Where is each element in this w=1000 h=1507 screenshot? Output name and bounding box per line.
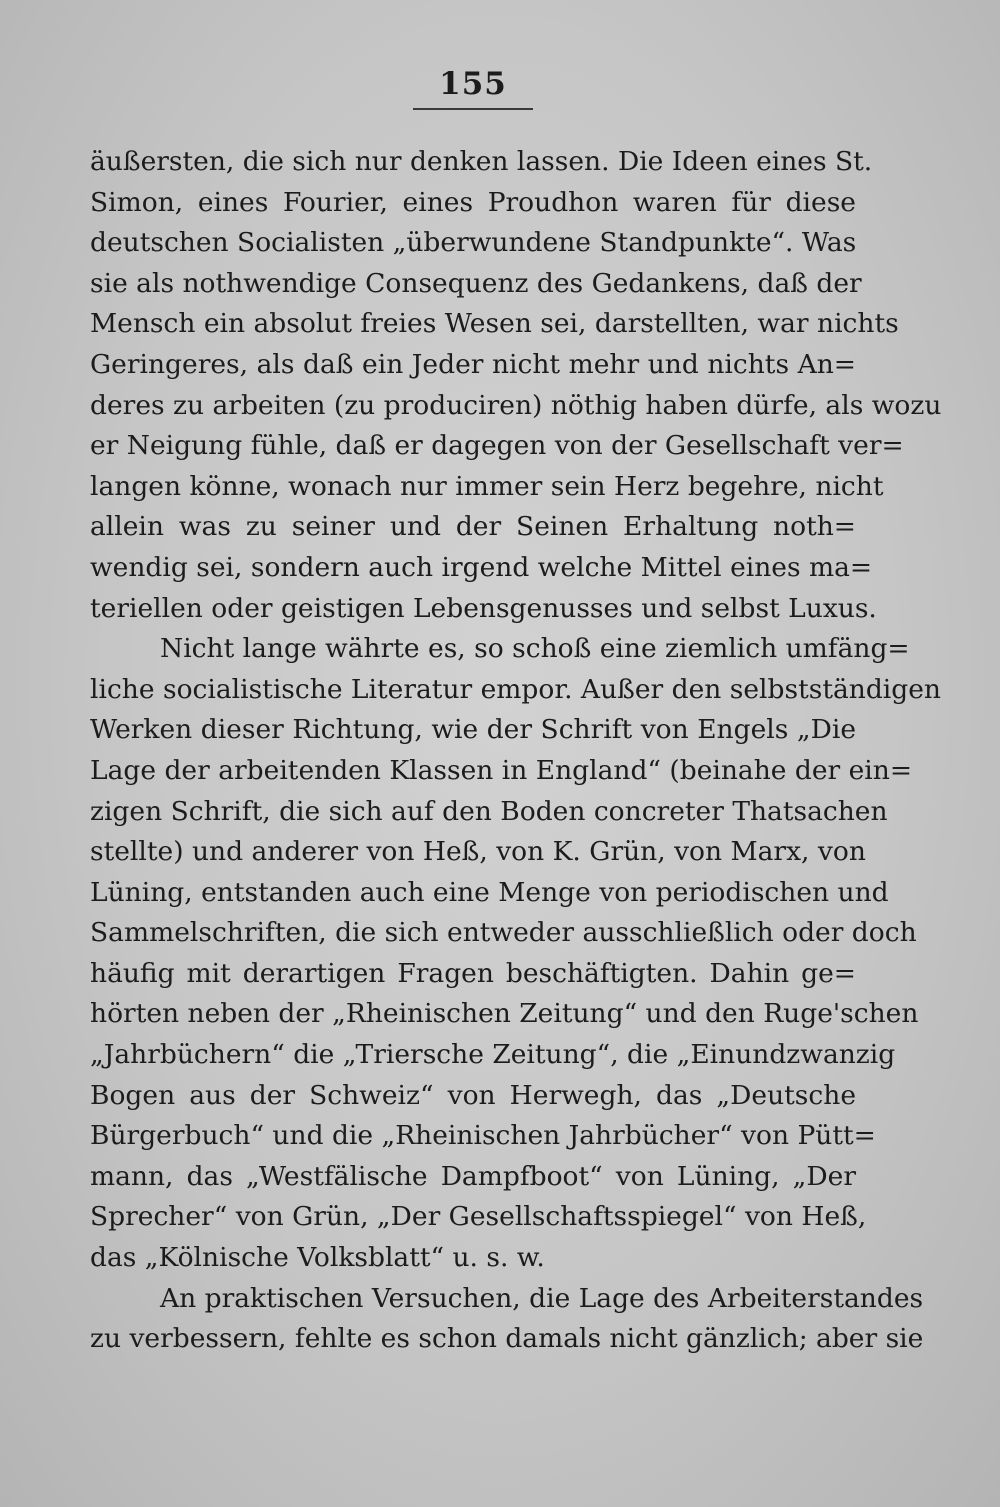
header-rule bbox=[413, 108, 533, 110]
text-line: häufig mit derartigen Fragen beschäftigten. Dahin ge= bbox=[90, 957, 856, 989]
text-line: Bürgerbuch“ und die „Rheinischen Jahrbücher“ von Pütt= bbox=[90, 1120, 876, 1152]
text-line: deutschen Socialisten „überwundene Standpunkte“. Was bbox=[90, 227, 857, 259]
text-line: äußersten, die sich nur denken lassen. Die Ideen eines St. bbox=[90, 146, 873, 177]
text-line: zu verbessern, fehlte es schon damals nicht gänzlich; aber sie bbox=[90, 1323, 924, 1355]
text-line: An praktischen Versuchen, die Lage des Arbeiterstandes bbox=[160, 1282, 924, 1314]
text-line: langen könne, wonach nur immer sein Herz begehre, nicht bbox=[90, 470, 884, 502]
text-line: allein was zu seiner und der Seinen Erhaltung noth= bbox=[90, 511, 856, 543]
text-line: liche socialistische Literatur empor. Außer den selbstständigen bbox=[90, 673, 941, 705]
text-line: Sprecher“ von Grün, „Der Gesellschaftsspiegel“ von Heß, bbox=[90, 1201, 867, 1233]
text-line: Werken dieser Richtung, wie der Schrift von Engels „Die bbox=[90, 714, 856, 746]
paragraph bbox=[90, 142, 942, 629]
text-line: Geringeres, als daß ein Jeder nicht mehr und nichts An= bbox=[90, 348, 856, 380]
text-line: Bogen aus der Schweiz“ von Herwegh, das „Deutsche bbox=[90, 1079, 856, 1111]
text-line: wendig sei, sondern auch irgend welche Mittel eines ma= bbox=[90, 551, 873, 583]
text-line: zigen Schrift, die sich auf den Boden concreter Thatsachen bbox=[90, 795, 888, 827]
text-line: Nicht lange währte es, so schoß eine ziemlich umfäng= bbox=[160, 633, 910, 665]
text-line: Mensch ein absolut freies Wesen sei, darstellten, war nichts bbox=[90, 308, 899, 340]
text-line: Simon, eines Fourier, eines Proudhon waren für diese bbox=[90, 186, 856, 218]
paragraph bbox=[90, 629, 941, 1279]
paragraph bbox=[90, 1279, 924, 1360]
text-line: deres zu arbeiten (zu produciren) nöthig haben dürfe, als wozu bbox=[90, 389, 942, 421]
text-line: hörten neben der „Rheinischen Zeitung“ und den Ruge'schen bbox=[90, 998, 919, 1030]
text-line: Sammelschriften, die sich entweder ausschließlich oder doch bbox=[90, 917, 917, 949]
page-number: 155 bbox=[439, 66, 507, 102]
text-line: stellte) und anderer von Heß, von K. Grün, von Marx, von bbox=[90, 836, 866, 868]
text-line: das „Kölnische Volksblatt“ u. s. w. bbox=[90, 1242, 545, 1274]
text-line: „Jahrbüchern“ die „Triersche Zeitung“, die „Einundzwanzig bbox=[90, 1039, 896, 1071]
text-line: mann, das „Westfälische Dampfboot“ von Lüning, „Der bbox=[90, 1160, 856, 1192]
body-text bbox=[90, 142, 942, 1360]
text-line: Lüning, entstanden auch eine Menge von periodischen und bbox=[90, 876, 889, 908]
text-line: er Neigung fühle, daß er dagegen von der Gesellschaft ver= bbox=[90, 430, 904, 462]
text-line: Lage der arbeitenden Klassen in England“ (beinahe der ein= bbox=[90, 754, 913, 786]
text-line: teriellen oder geistigen Lebensgenusses und selbst Luxus. bbox=[90, 592, 877, 624]
text-line: sie als nothwendige Consequenz des Gedankens, daß der bbox=[90, 267, 862, 299]
